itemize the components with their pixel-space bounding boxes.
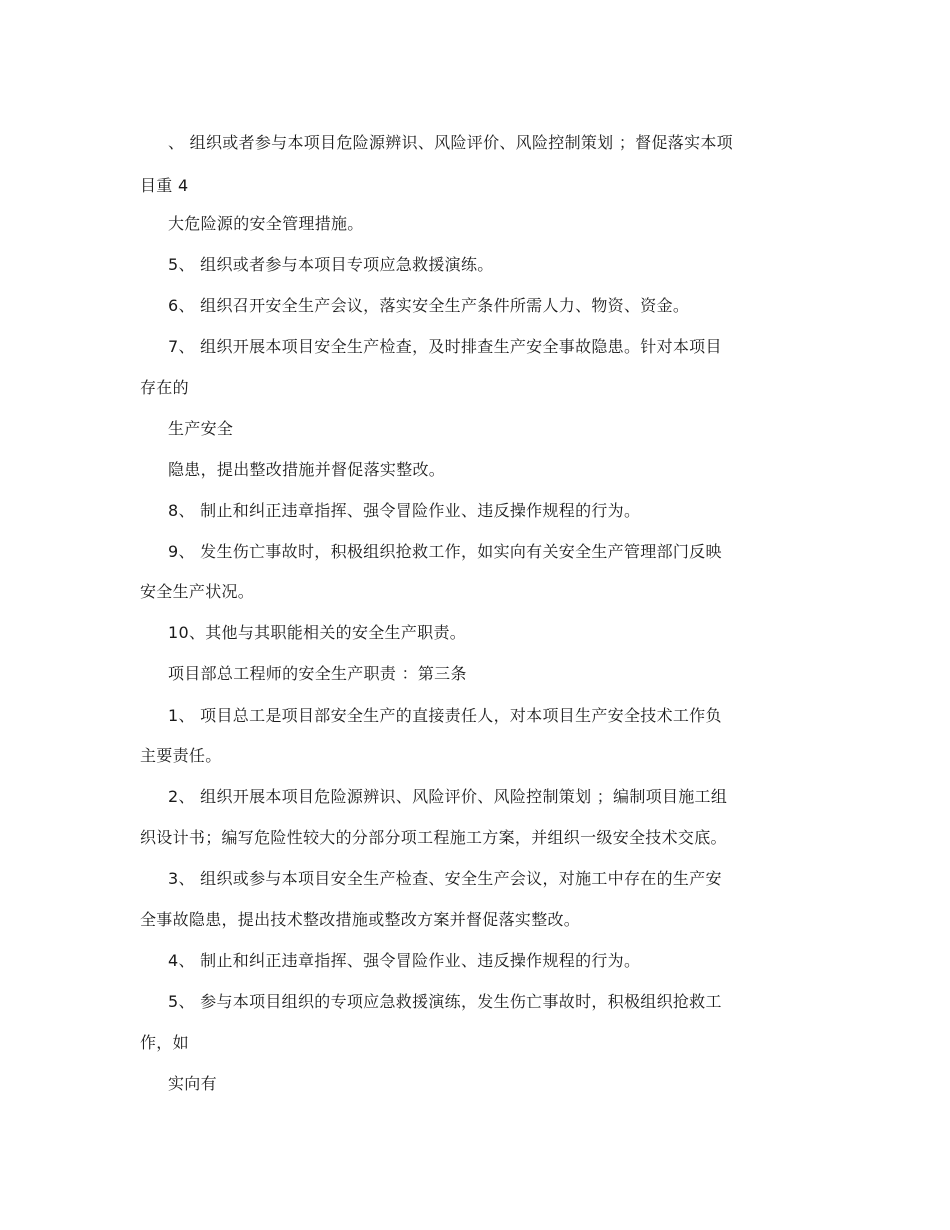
text-line: 4、 制止和纠正违章指挥、强令冒险作业、违反操作规程的行为。 xyxy=(168,951,641,970)
text-line: 目重 4 xyxy=(140,176,189,195)
text-line: 实向有 xyxy=(168,1074,217,1093)
text-line: 5、 组织或者参与本项目专项应急救援演练。 xyxy=(168,255,494,274)
text-line: 10、其他与其职能相关的安全生产职责。 xyxy=(168,623,467,642)
text-line: 1、 项目总工是项目部安全生产的直接责任人，对本项目生产安全技术工作负 xyxy=(168,706,722,725)
text-line: 5、 参与本项目组织的专项应急救援演练，发生伤亡事故时，积极组织抢救工 xyxy=(168,992,722,1011)
text-line: 生产安全 xyxy=(168,419,234,438)
text-line: 7、 组织开展本项目安全生产检查，及时排查生产安全事故隐患。针对本项目 xyxy=(168,337,722,356)
text-line: 全事故隐患，提出技术整改措施或整改方案并督促落实整改。 xyxy=(140,910,581,929)
text-line: 大危险源的安全管理措施。 xyxy=(168,214,364,233)
text-line: 3、 组织或参与本项目安全生产检查、安全生产会议，对施工中存在的生产安 xyxy=(168,869,722,888)
text-line: 9、 发生伤亡事故时，积极组织抢救工作，如实向有关安全生产管理部门反映 xyxy=(168,542,722,561)
text-line: 主要责任。 xyxy=(140,746,222,765)
text-line: 作，如 xyxy=(140,1033,189,1052)
text-line: 安全生产状况。 xyxy=(140,582,255,601)
section-heading: 项目部总工程师的安全生产职责 ：第三条 xyxy=(168,664,467,683)
text-line: 6、 组织召开安全生产会议，落实安全生产条件所需人力、物资、资金。 xyxy=(168,296,690,315)
text-line: 存在的 xyxy=(140,378,189,397)
text-line: 隐患，提出整改措施并督促落实整改。 xyxy=(168,460,446,479)
text-line: 、 组织或者参与本项目危险源辨识、风险评价、风险控制策划 ；督促落实本项 xyxy=(168,133,733,152)
text-line: 8、 制止和纠正违章指挥、强令冒险作业、违反操作规程的行为。 xyxy=(168,501,641,520)
text-line: 织设计书；编写危险性较大的分部分项工程施工方案，并组织一级安全技术交底。 xyxy=(140,828,727,847)
text-line: 2、 组织开展本项目危险源辨识、风险评价、风险控制策划 ；编制项目施工组 xyxy=(168,787,728,806)
